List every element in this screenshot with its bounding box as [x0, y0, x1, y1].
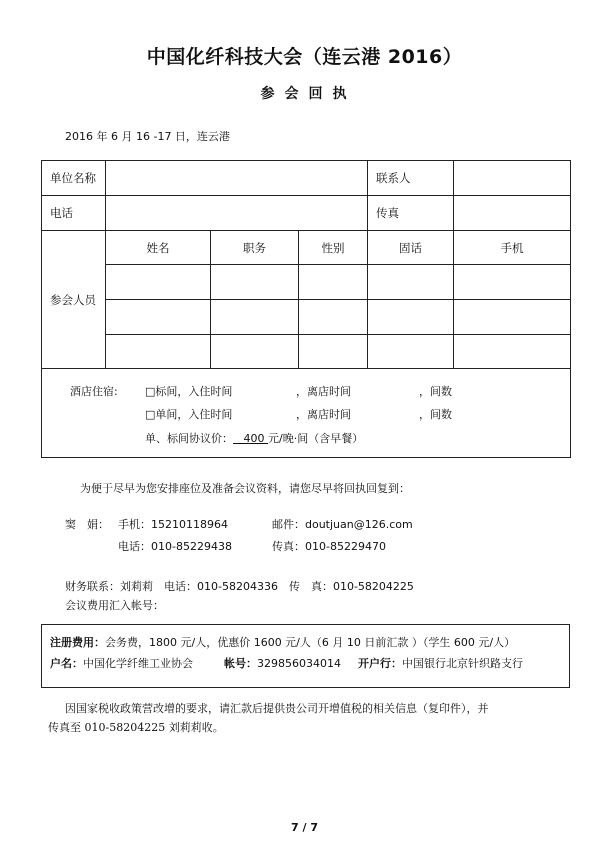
bank-name: 中国银行北京针织路支行 — [401, 657, 523, 670]
phone-label: 电话 — [42, 196, 106, 231]
column-header-position: 职务 — [211, 231, 299, 265]
unit-name-field[interactable] — [106, 161, 368, 196]
contact-person-field[interactable] — [454, 161, 571, 196]
attendee-cell[interactable] — [368, 265, 454, 300]
event-date-location: 2016 年 6 月 16 -17 日，连云港 — [65, 130, 230, 143]
attendee-cell[interactable] — [368, 335, 454, 369]
account-intro: 会议费用汇入帐号： — [65, 599, 164, 612]
contact-email: 邮件：doutjuan@126.com — [272, 518, 413, 531]
room-price-value: 400 — [243, 432, 265, 445]
attendee-cell[interactable] — [211, 335, 299, 369]
account-number: 329856034014 — [257, 657, 341, 670]
fee-text: 会务费，1800 元/人，优惠价 1600 元/人（6 月 10 日前汇款 ）（学生 600 元/人） — [105, 636, 516, 649]
room-count-label: ，间数 — [419, 385, 452, 398]
bank-label: 开户行： — [357, 657, 402, 670]
attendee-cell[interactable] — [211, 265, 299, 300]
room-price-suffix: 元/晚·间（含早餐） — [268, 432, 364, 445]
attendees-label: 参会人员 — [42, 231, 106, 369]
reply-notice: 为便于尽早为您安排座位及准备会议资料，请您尽早将回执回复到： — [80, 482, 410, 495]
contact-person-label: 联系人 — [368, 161, 454, 196]
standard-room-option[interactable]: □标间，入住时间 — [145, 385, 233, 398]
attendee-cell[interactable] — [454, 300, 571, 335]
tax-note-line-2: 传真至 010-58204225 刘莉莉收。 — [48, 721, 224, 734]
column-header-gender: 性别 — [299, 231, 368, 265]
account-number-label: 帐号： — [224, 657, 257, 670]
checkout-time-label: ，离店时间 — [296, 385, 351, 398]
single-room-option[interactable]: □单间，入住时间 — [145, 408, 233, 421]
attendee-cell[interactable] — [211, 300, 299, 335]
column-header-name: 姓名 — [106, 231, 211, 265]
page-subtitle: 参会回执 — [260, 86, 357, 102]
attendee-cell[interactable] — [454, 335, 571, 369]
attendee-cell[interactable] — [368, 300, 454, 335]
fee-row — [50, 634, 515, 650]
attendee-cell[interactable] — [106, 335, 211, 369]
room-price-line — [145, 430, 363, 446]
fax-field[interactable] — [454, 196, 571, 231]
contact-fax: 传真：010-85229470 — [272, 540, 386, 553]
room-price-prefix: 单、标间协议价： — [145, 432, 233, 445]
contact-mobile: 手机：15210118964 — [118, 518, 228, 531]
phone-field[interactable] — [106, 196, 368, 231]
attendee-cell[interactable] — [299, 300, 368, 335]
room-count-label: ，间数 — [419, 408, 452, 421]
finance-contact: 财务联系：刘莉莉 电话：010-58204336 传 真：010-58204225 — [65, 580, 414, 593]
unit-name-label: 单位名称 — [42, 161, 106, 196]
hotel-label: 酒店住宿: — [70, 385, 118, 398]
checkout-time-label: ，离店时间 — [296, 408, 351, 421]
tax-note-line-1: 因国家税收政策营改增的要求，请汇款后提供贵公司开增值税的相关信息（复印件），并 — [65, 702, 489, 715]
fee-label: 注册费用： — [50, 636, 105, 649]
attendee-cell[interactable] — [106, 265, 211, 300]
contact-phone: 电话：010-85229438 — [118, 540, 232, 553]
attendee-cell[interactable] — [299, 265, 368, 300]
page-title: 中国化纤科技大会（连云港 2016） — [146, 46, 463, 68]
account-name-label: 户名： — [50, 657, 83, 670]
attendee-cell[interactable] — [106, 300, 211, 335]
attendee-cell[interactable] — [454, 265, 571, 300]
page-number: 7 / 7 — [291, 821, 318, 834]
column-header-landline: 固话 — [368, 231, 454, 265]
attendee-cell[interactable] — [299, 335, 368, 369]
registration-form-table — [41, 160, 571, 458]
column-header-mobile: 手机 — [454, 231, 571, 265]
fax-label: 传真 — [368, 196, 454, 231]
contact-name: 窦 娟： — [65, 518, 109, 531]
account-name: 中国化学纤维工业协会 — [83, 657, 193, 670]
hotel-section — [42, 369, 571, 458]
account-row — [50, 655, 523, 671]
payment-info-box — [41, 624, 570, 688]
